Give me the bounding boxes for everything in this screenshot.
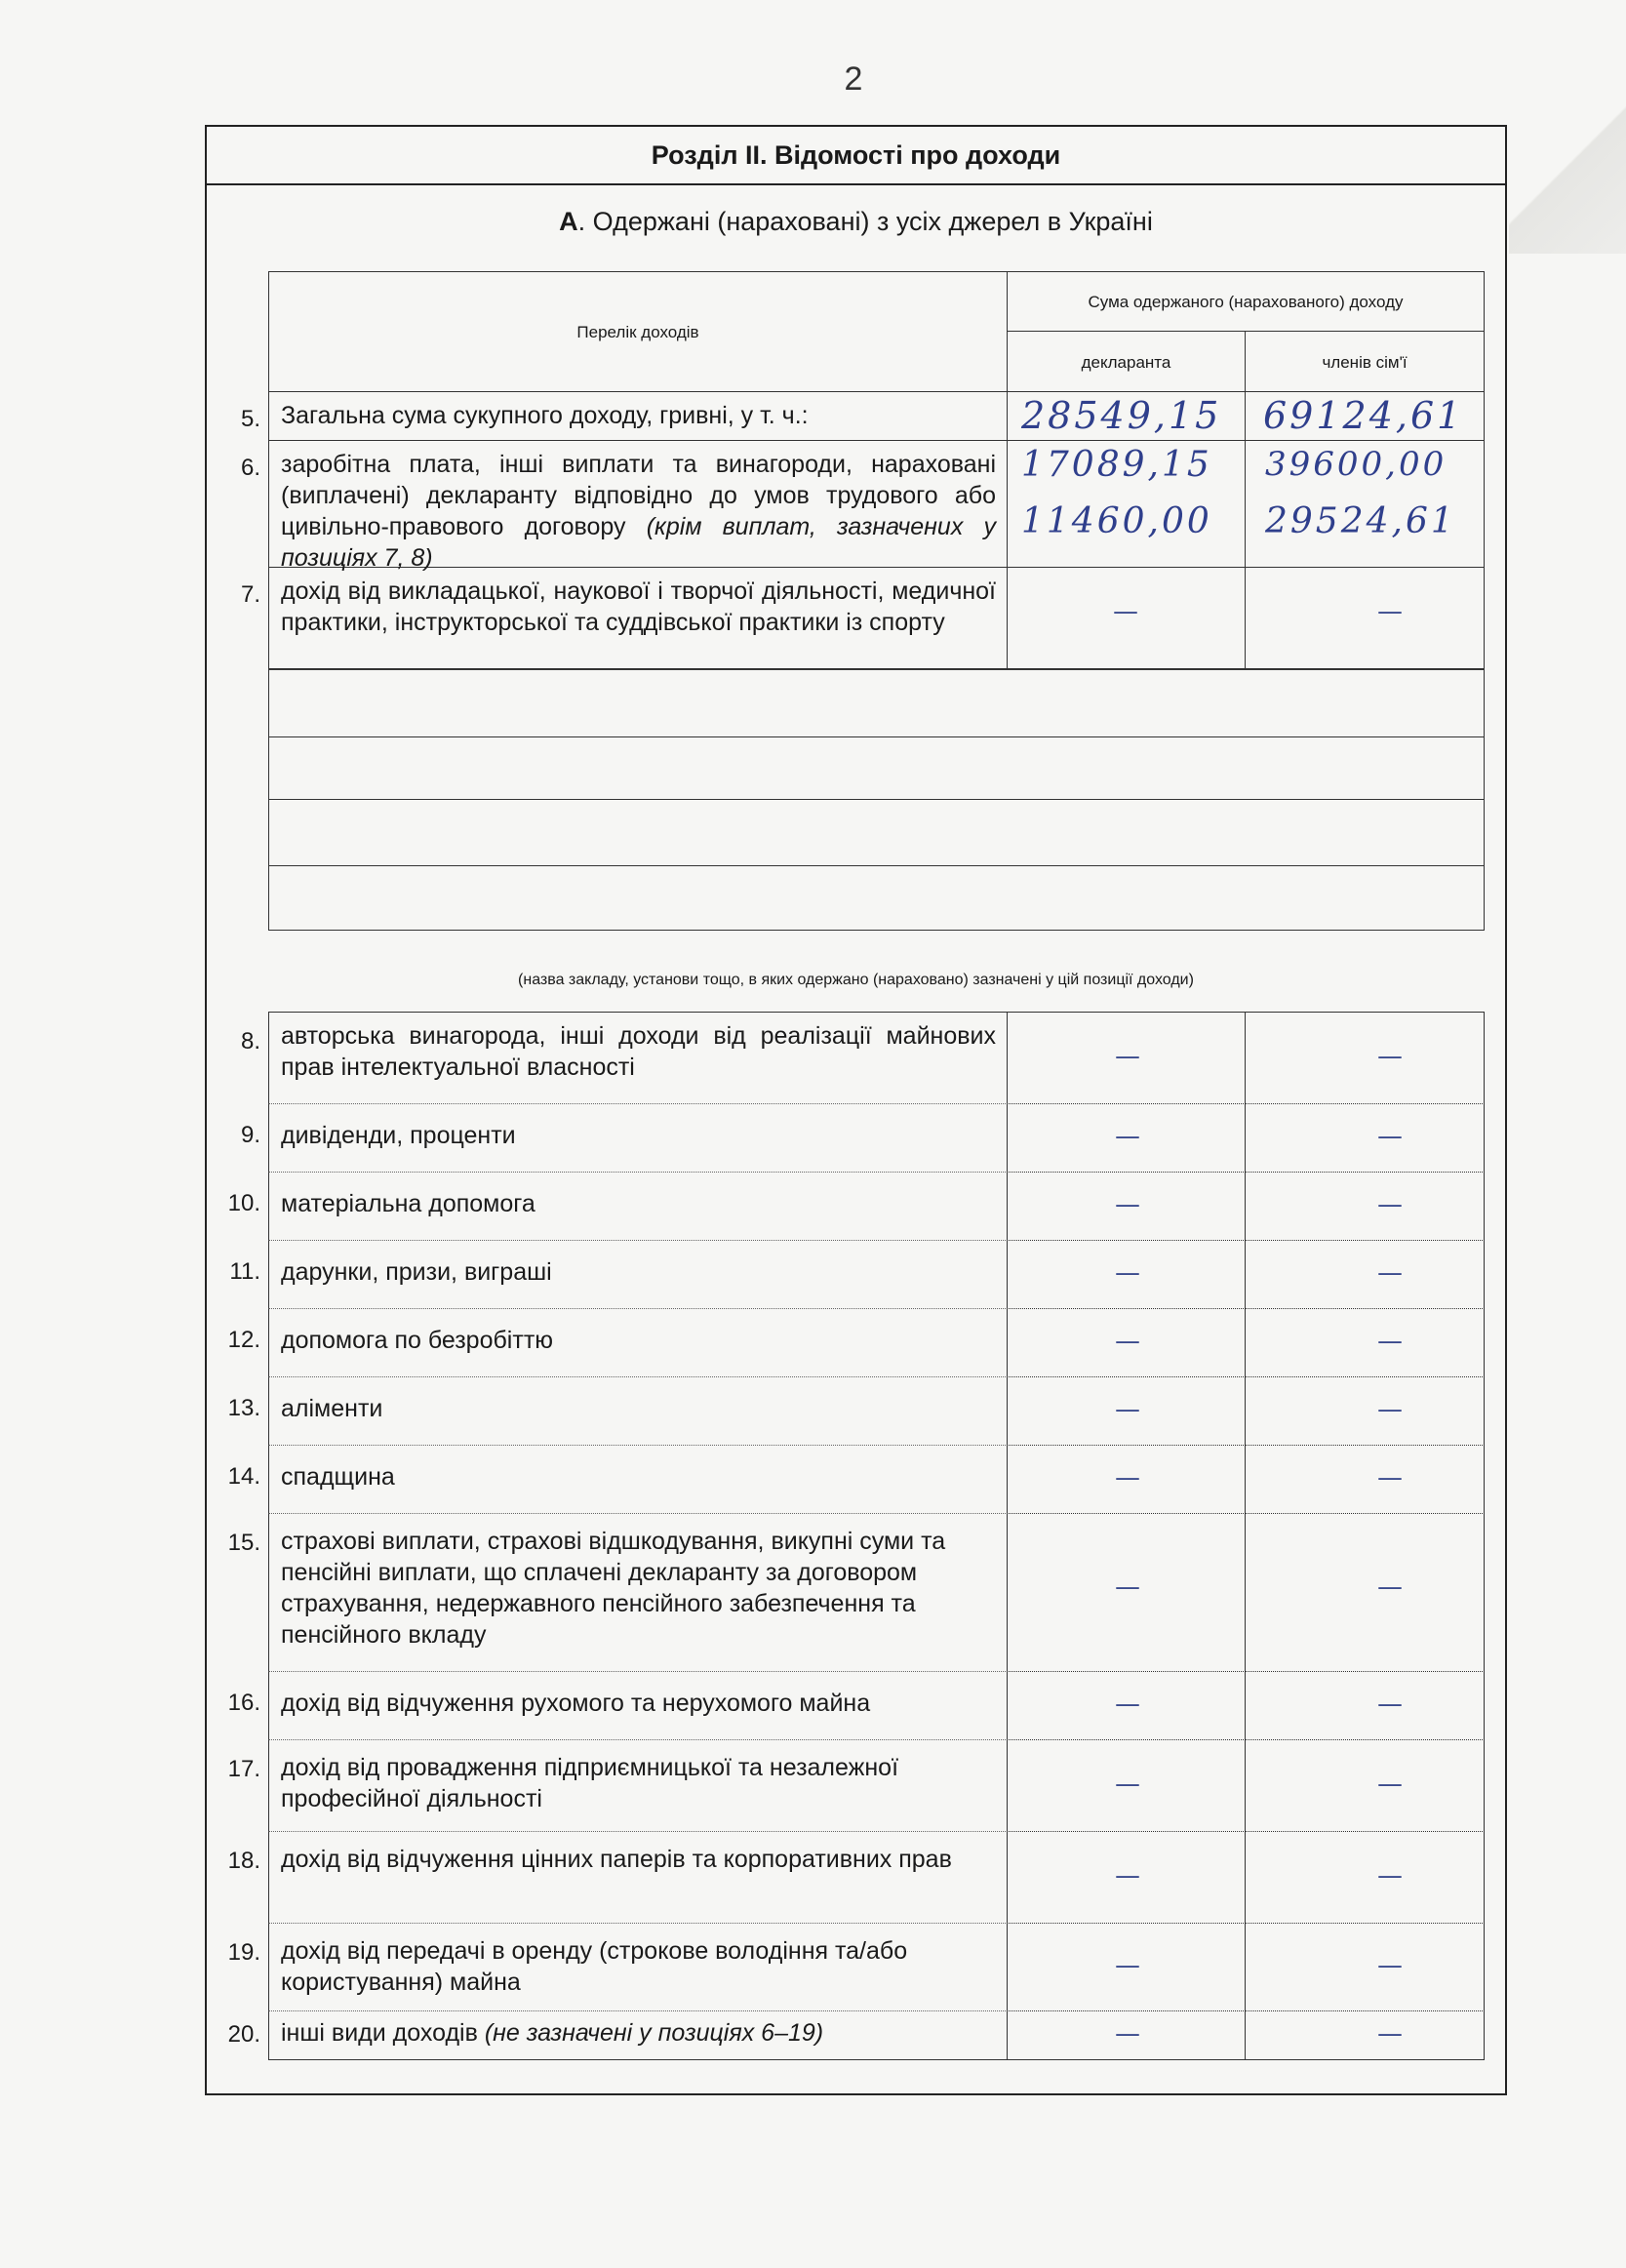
- row-text-italic: (не зазначені у позиціях 6–19): [484, 2019, 824, 2047]
- institution-note: (назва закладу, установи тощо, в яких одержано (нараховано) зазначені у цій позиції доходи): [518, 972, 1194, 988]
- income-row-11: [207, 1241, 1505, 1309]
- row-description: [268, 1832, 1008, 1924]
- row-number: 8.: [240, 1028, 260, 1054]
- declarant-value-cell[interactable]: [1007, 1740, 1246, 1832]
- income-row-18: [207, 1832, 1505, 1924]
- row-description: [268, 1309, 1008, 1377]
- row-number: 18.: [227, 1848, 260, 1874]
- income-row-20: [207, 2011, 1505, 2060]
- declarant-value-cell[interactable]: [1007, 568, 1246, 669]
- handwritten-family-value: 69124,61: [1263, 394, 1464, 437]
- dash-mark: —: [1115, 1327, 1140, 1356]
- dash-mark: —: [1115, 1395, 1140, 1424]
- declarant-value-cell[interactable]: [1007, 1104, 1246, 1173]
- header-family: членів сім'ї: [1245, 331, 1485, 392]
- row-text: аліменти: [281, 1395, 383, 1422]
- dash-mark: —: [1377, 1951, 1403, 1980]
- family-value-cell[interactable]: [1245, 392, 1485, 441]
- dash-mark: —: [1115, 2019, 1140, 2049]
- handwritten-declarant-value-2: 11460,00: [1021, 501, 1212, 541]
- row-description: [268, 1514, 1008, 1672]
- dash-mark: —: [1377, 1122, 1403, 1151]
- row-description: [268, 392, 1008, 441]
- row-number: 9.: [240, 1122, 260, 1148]
- dash-mark: —: [1377, 1690, 1403, 1719]
- declarant-value-cell[interactable]: [1007, 1241, 1246, 1309]
- row-description: [268, 1740, 1008, 1832]
- declarant-value-cell[interactable]: [1007, 441, 1246, 568]
- row-text: заробітна плата, інші виплати та винагороди, нараховані (виплачені) декларанту відповідно до умов трудового або цивільно-правового договору: [281, 451, 996, 540]
- income-row-12: [207, 1309, 1505, 1377]
- family-value-cell[interactable]: [1245, 1924, 1485, 2011]
- row-number: 6.: [240, 455, 260, 481]
- header-income-list: Перелік доходів: [268, 271, 1008, 392]
- income-row-9: [207, 1104, 1505, 1173]
- family-value-cell[interactable]: [1245, 1013, 1485, 1104]
- row-number: 19.: [227, 1939, 260, 1966]
- dash-mark: —: [1377, 1572, 1403, 1602]
- declarant-value-cell[interactable]: [1007, 1377, 1246, 1446]
- dash-mark: —: [1115, 1951, 1140, 1980]
- dash-mark: —: [1377, 1258, 1403, 1288]
- row-text: дарунки, призи, виграші: [281, 1258, 552, 1286]
- row-number: 20.: [227, 2021, 260, 2048]
- section-title: Розділ ІІ. Відомості про доходи: [207, 127, 1505, 185]
- declarant-value-cell[interactable]: [1007, 1013, 1246, 1104]
- dash-mark: —: [1115, 1861, 1140, 1890]
- row-text: дохід від відчуження рухомого та нерухомого майна: [281, 1690, 871, 1717]
- dash-mark: —: [1377, 1463, 1403, 1492]
- header-declarant: декларанта: [1007, 331, 1246, 392]
- row-text: дохід від передачі в оренду (строкове володіння та/або користування) майна: [281, 1937, 908, 1996]
- row-number: 13.: [227, 1395, 260, 1421]
- row-text: авторська винагорода, інші доходи від реалізації майнових прав інтелектуальної власності: [281, 1022, 996, 1081]
- scan-page-fold: [1509, 0, 1626, 254]
- dash-mark: —: [1377, 2019, 1403, 2049]
- family-value-cell[interactable]: [1245, 1241, 1485, 1309]
- page-number: 2: [844, 60, 863, 98]
- dash-mark: —: [1113, 597, 1138, 626]
- row-text: дохід від викладацької, наукової і творчої діяльності, медичної практики, інструкторської та суддівської практики із спорту: [281, 577, 996, 636]
- declarant-value-cell[interactable]: [1007, 392, 1246, 441]
- institution-blank-row[interactable]: [268, 737, 1485, 800]
- row-number: 11.: [229, 1258, 260, 1285]
- dash-mark: —: [1115, 1690, 1140, 1719]
- income-row-5: [207, 392, 1505, 441]
- row-description: [268, 1013, 1008, 1104]
- row-number: 17.: [227, 1756, 260, 1782]
- family-value-cell[interactable]: [1245, 1514, 1485, 1672]
- income-row-8: [207, 1013, 1505, 1104]
- dash-mark: —: [1377, 1327, 1403, 1356]
- row-description: [268, 1446, 1008, 1514]
- income-row-14: [207, 1446, 1505, 1514]
- family-value-cell[interactable]: [1245, 568, 1485, 669]
- handwritten-declarant-value: 17089,15: [1021, 445, 1212, 485]
- dash-mark: —: [1115, 1042, 1140, 1071]
- income-section-frame: [205, 125, 1507, 2095]
- dash-mark: —: [1377, 1395, 1403, 1424]
- dash-mark: —: [1377, 1770, 1403, 1799]
- row-text: дохід від провадження підприємницької та незалежної професійної діяльності: [281, 1754, 899, 1812]
- row-text: дохід від відчуження цінних паперів та корпоративних прав: [281, 1846, 952, 1873]
- income-row-7: [207, 568, 1505, 669]
- row-number: 10.: [227, 1190, 260, 1216]
- declarant-value-cell[interactable]: [1007, 1309, 1246, 1377]
- dash-mark: —: [1377, 1861, 1403, 1890]
- row-number: 12.: [227, 1327, 260, 1353]
- row-description: [268, 568, 1008, 669]
- income-row-10: [207, 1173, 1505, 1241]
- dash-mark: —: [1115, 1572, 1140, 1602]
- row-number: 14.: [227, 1463, 260, 1490]
- row-text: допомога по безробіттю: [281, 1327, 554, 1354]
- family-value-cell[interactable]: [1245, 1377, 1485, 1446]
- dash-mark: —: [1115, 1463, 1140, 1492]
- header-income-sum: Сума одержаного (нарахованого) доходу: [1007, 271, 1485, 332]
- row-text: матеріальна допомога: [281, 1190, 535, 1217]
- handwritten-family-value-2: 29524,61: [1265, 501, 1456, 541]
- row-text: Загальна сума сукупного доходу, гривні, у т. ч.:: [281, 402, 809, 429]
- family-value-cell[interactable]: [1245, 1309, 1485, 1377]
- family-value-cell[interactable]: [1245, 2011, 1485, 2060]
- declarant-value-cell[interactable]: [1007, 1832, 1246, 1924]
- row-text-italic: (крім виплат, зазначених у позиціях 7, 8): [281, 513, 996, 572]
- row-description: [268, 1672, 1008, 1740]
- income-row-15: [207, 1514, 1505, 1672]
- family-value-cell[interactable]: [1245, 441, 1485, 568]
- subsection-letter: А: [559, 207, 578, 236]
- row-description: [268, 1104, 1008, 1173]
- row-text: інші види доходів: [281, 2019, 485, 2047]
- family-value-cell[interactable]: [1245, 1740, 1485, 1832]
- row-number: 5.: [240, 406, 260, 432]
- family-value-cell[interactable]: [1245, 1104, 1485, 1173]
- dash-mark: —: [1377, 597, 1403, 626]
- dash-mark: —: [1115, 1770, 1140, 1799]
- row-text: страхові виплати, страхові відшкодування, викупні суми та пенсійні виплати, що сплачені декларанту за договором страхування, недержавного пенсійного забезпечення та пенсійного вкладу: [281, 1528, 946, 1649]
- row-number: 15.: [227, 1530, 260, 1556]
- family-value-cell[interactable]: [1245, 1173, 1485, 1241]
- row-description: [268, 1924, 1008, 2011]
- institution-blank-row[interactable]: [268, 866, 1485, 931]
- institution-blank-row[interactable]: [268, 669, 1485, 737]
- income-row-17: [207, 1740, 1505, 1832]
- declarant-value-cell[interactable]: [1007, 1924, 1246, 2011]
- dash-mark: —: [1115, 1258, 1140, 1288]
- declarant-value-cell[interactable]: [1007, 1672, 1246, 1740]
- family-value-cell[interactable]: [1245, 1446, 1485, 1514]
- row-description: [268, 1241, 1008, 1309]
- row-number: 16.: [227, 1690, 260, 1716]
- row-text: дивіденди, проценти: [281, 1122, 516, 1149]
- dash-mark: —: [1377, 1190, 1403, 1219]
- declarant-value-cell[interactable]: [1007, 1446, 1246, 1514]
- declarant-value-cell[interactable]: [1007, 2011, 1246, 2060]
- row-description: [268, 2011, 1008, 2060]
- dash-mark: —: [1377, 1042, 1403, 1071]
- declarant-value-cell[interactable]: [1007, 1173, 1246, 1241]
- dash-mark: —: [1115, 1122, 1140, 1151]
- row-number: 7.: [240, 581, 260, 608]
- row-description: [268, 1173, 1008, 1241]
- handwritten-family-value: 39600,00: [1265, 445, 1448, 484]
- income-row-6: [207, 441, 1505, 572]
- row-description: [268, 1377, 1008, 1446]
- row-description: [268, 441, 1008, 572]
- income-row-19: [207, 1924, 1505, 2011]
- family-value-cell[interactable]: [1245, 1672, 1485, 1740]
- subsection-title: [207, 207, 1505, 237]
- family-value-cell[interactable]: [1245, 1832, 1485, 1924]
- income-row-13: [207, 1377, 1505, 1446]
- dash-mark: —: [1115, 1190, 1140, 1219]
- subsection-text: . Одержані (нараховані) з усіх джерел в Україні: [577, 207, 1153, 236]
- handwritten-declarant-value: 28549,15: [1021, 394, 1222, 437]
- declarant-value-cell[interactable]: [1007, 1514, 1246, 1672]
- institution-blank-row[interactable]: [268, 800, 1485, 866]
- row-text: спадщина: [281, 1463, 395, 1491]
- income-row-16: [207, 1672, 1505, 1740]
